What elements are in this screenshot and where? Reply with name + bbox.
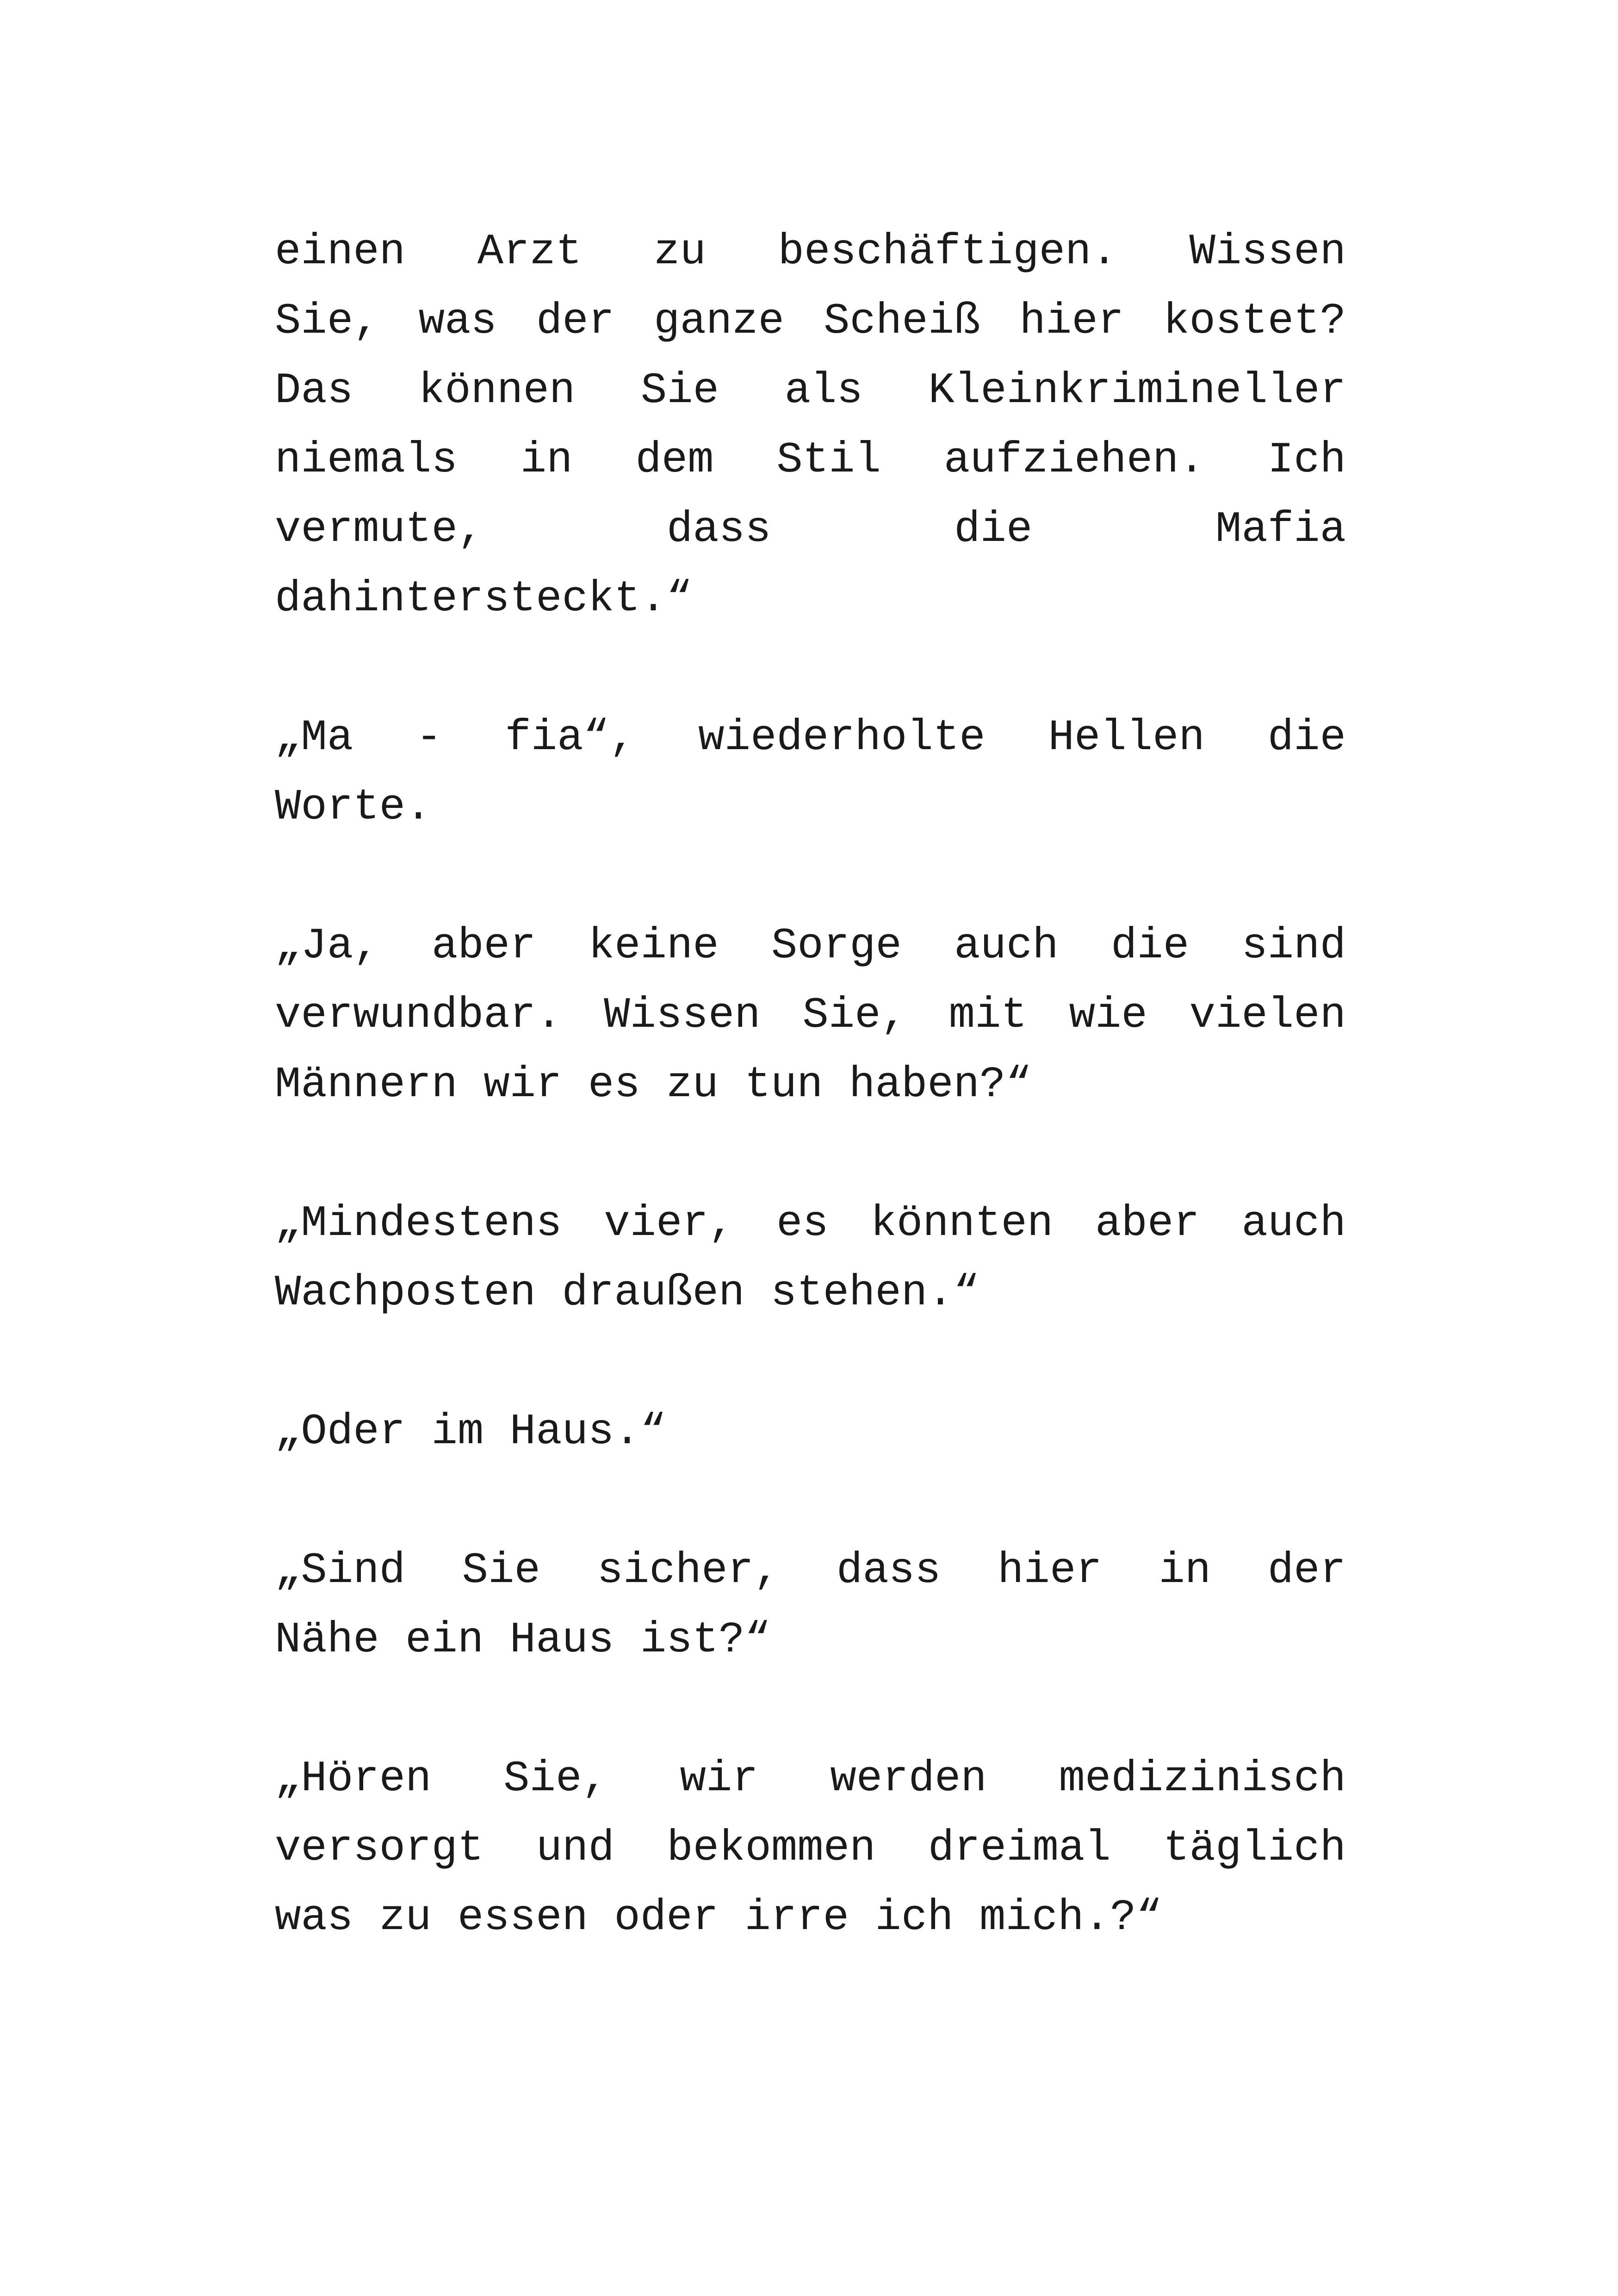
paragraph-3 xyxy=(275,912,1346,1120)
text-line: „Hören Sie, wir werden medizinisch xyxy=(275,1755,1346,1804)
paragraph-1 xyxy=(275,217,1346,634)
text-line: verwundbar. Wissen Sie, mit wie vielen xyxy=(275,991,1346,1040)
text-line: vermute, dass die Mafia xyxy=(275,505,1346,554)
text-line: Worte. xyxy=(275,783,432,832)
text-line: Wachposten draußen stehen.“ xyxy=(275,1269,980,1318)
paragraph-7 xyxy=(275,1744,1346,1953)
paragraph-2 xyxy=(275,703,1346,842)
text-line: Das können Sie als Kleinkrimineller xyxy=(275,366,1346,416)
text-line: Sie, was der ganze Scheiß hier kostet? xyxy=(275,297,1346,346)
text-line: versorgt und bekommen dreimal täglich xyxy=(275,1824,1346,1873)
paragraph-4 xyxy=(275,1189,1346,1328)
text-line: Nähe ein Haus ist?“ xyxy=(275,1616,771,1665)
text-line: „Mindestens vier, es könnten aber auch xyxy=(275,1199,1346,1248)
text-line: dahintersteckt.“ xyxy=(275,575,693,624)
text-line: „Oder im Haus.“ xyxy=(275,1408,667,1457)
text-line: einen Arzt zu beschäftigen. Wissen xyxy=(275,228,1346,277)
text-line: was zu essen oder irre ich mich.?“ xyxy=(275,1893,1162,1942)
paragraph-6 xyxy=(275,1536,1346,1675)
paragraph-5 xyxy=(275,1397,1346,1467)
text-line: „Ja, aber keine Sorge auch die sind xyxy=(275,922,1346,971)
text-line: „Sind Sie sicher, dass hier in der xyxy=(275,1546,1346,1595)
document-page xyxy=(275,217,1346,2022)
text-line: Männern wir es zu tun haben?“ xyxy=(275,1061,1032,1110)
text-line: niemals in dem Stil aufziehen. Ich xyxy=(275,436,1346,485)
text-line: „Ma - fia“, wiederholte Hellen die xyxy=(275,714,1346,763)
